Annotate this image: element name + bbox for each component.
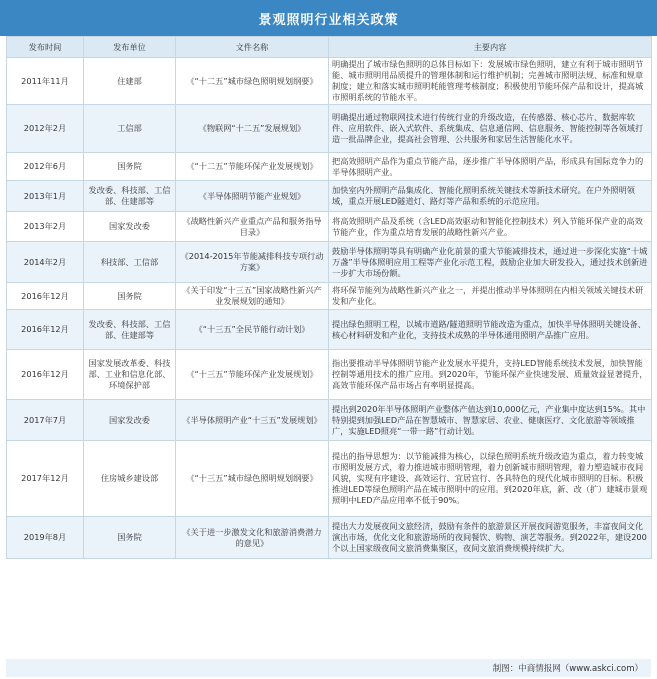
- cell-doc: 《“十三五”节能环保产业发展规划》: [176, 350, 329, 400]
- cell-date: 2017年7月: [7, 400, 84, 441]
- policy-table: [6, 36, 652, 559]
- header-unit: 发布单位: [84, 37, 176, 58]
- cell-date: 2012年2月: [7, 105, 84, 153]
- cell-date: 2014年2月: [7, 242, 84, 283]
- cell-content: 提出到2020年半导体照明产业整体产值达到10,000亿元，产业集中度达到15%。其中特别提到加强LED产品在智慧城市、智慧家居、农业、健康医疗、文化旅游等领域推广，实施LED照亮“一带一路”行动计划。: [329, 400, 652, 441]
- table-body: [7, 58, 652, 559]
- cell-doc: 《关于进一步激发文化和旅游消费潜力的意见》: [176, 517, 329, 559]
- cell-content: 把高效照明产品作为重点节能产品，逐步推广半导体照明产品，形成具有国际竞争力的半导体照明产业。: [329, 153, 652, 181]
- cell-doc: 《战略性新兴产业重点产品和服务指导目录》: [176, 212, 329, 242]
- header-date: 发布时间: [7, 37, 84, 58]
- source-footer: 制图：中商情报网（www.askci.com）: [6, 659, 651, 677]
- cell-content: 鼓励半导体照明等具有明确产业化前景的重大节能减排技术，通过进一步深化实施“十城万盏”半导体照明应用工程等产业化示范工程，鼓励企业加大研发投入，通过技术创新进一步扩大市场份额。: [329, 242, 652, 283]
- cell-doc: 《“十二五”城市绿色照明规划纲要》: [176, 58, 329, 105]
- cell-unit: 科技部、工信部: [84, 242, 176, 283]
- cell-date: 2016年12月: [7, 283, 84, 310]
- cell-content: 提出大力发展夜间文旅经济，鼓励有条件的旅游景区开展夜间游览服务，丰富夜间文化演出市场，优化文化和旅游场所的夜间餐饮、购物、演艺等服务。到2022年，建设200个以上国家级夜间文旅消费集聚区，夜间文旅消费规模持续扩大。: [329, 517, 652, 559]
- cell-unit: 工信部: [84, 105, 176, 153]
- header-row: [7, 37, 652, 58]
- cell-content: 指出要推动半导体照明节能产业发展水平提升，支持LED智能系统技术发展，加快智能控制等通用技术的推广应用。到2020年，节能环保产业快速发展、质量效益显著提升，高效节能环保产品市场占有率明显提高。: [329, 350, 652, 400]
- cell-unit: 国务院: [84, 153, 176, 181]
- cell-date: 2013年1月: [7, 181, 84, 212]
- cell-doc: 《“十三五”全民节能行动计划》: [176, 310, 329, 350]
- cell-date: 2017年12月: [7, 441, 84, 517]
- cell-content: 将高效照明产品及系统（含LED高效驱动和智能化控制技术）列入节能环保产业的高效节能产业，作为重点培育发展的战略性新兴产业。: [329, 212, 652, 242]
- table-title: 景观照明行业相关政策: [0, 0, 657, 36]
- table-row: [7, 105, 652, 153]
- cell-doc: 《“十二五”节能环保产业发展规划》: [176, 153, 329, 181]
- cell-content: 提出绿色照明工程，以城市道路/隧道照明节能改造为重点，加快半导体照明关键设备、核心材料研发和产业化，支持技术成熟的半导体通用照明产品推广应用。: [329, 310, 652, 350]
- header-content: 主要内容: [329, 37, 652, 58]
- cell-date: 2016年12月: [7, 310, 84, 350]
- cell-date: 2011年11月: [7, 58, 84, 105]
- table-row: [7, 181, 652, 212]
- cell-content: 提出的指导思想为：以节能减排为核心，以绿色照明系统升级改造为重点，着力转变城市照明发展方式，着力推进城市照明管理，着力创新城市照明管理，着力塑造城市夜间风貌，实现有序建设、高效运行、宜居宜行、各具特色的现代化城市照明的目标。积极推进LED等绿色照明产品在城市照明中的应用。到2020年底，新、改（扩）建城市景观照明中LED产品应用率不低于90%。: [329, 441, 652, 517]
- cell-unit: 住房城乡建设部: [84, 441, 176, 517]
- cell-doc: 《物联网“十二五”发展规划》: [176, 105, 329, 153]
- cell-unit: 国家发展改革委、科技部、工业和信息化部、环境保护部: [84, 350, 176, 400]
- cell-doc: 《“十三五”城市绿色照明规划纲要》: [176, 441, 329, 517]
- table-row: [7, 212, 652, 242]
- cell-doc: 《半导体照明节能产业规划》: [176, 181, 329, 212]
- table-row: [7, 517, 652, 559]
- cell-doc: 《2014-2015年节能减排科技专项行动方案》: [176, 242, 329, 283]
- table-row: [7, 400, 652, 441]
- cell-unit: 国家发改委: [84, 212, 176, 242]
- cell-date: 2013年2月: [7, 212, 84, 242]
- cell-unit: 住建部: [84, 58, 176, 105]
- header-doc: 文件名称: [176, 37, 329, 58]
- cell-content: 明确提出通过物联网技术进行传统行业的升级改造，在传感器、核心芯片、数据库软件、应用软件、嵌入式软件、系统集成、信息通信网、信息服务、智能控制等各领域打造一批品牌企业，提高社会管理、公共服务和家居生活智能化水平。: [329, 105, 652, 153]
- table-row: [7, 58, 652, 105]
- cell-unit: 发改委、科技部、工信部、住建部等: [84, 181, 176, 212]
- cell-doc: 《半导体照明产业“十三五”发展规划》: [176, 400, 329, 441]
- cell-unit: 发改委、科技部、工信部、住建部等: [84, 310, 176, 350]
- cell-content: 将环保节能列为战略性新兴产业之一，并提出推动半导体照明在内相关领域关键技术研发和产业化。: [329, 283, 652, 310]
- cell-doc: 《关于印发“十三五”国家战略性新兴产业发展规划的通知》: [176, 283, 329, 310]
- cell-date: 2016年12月: [7, 350, 84, 400]
- cell-date: 2019年8月: [7, 517, 84, 559]
- cell-date: 2012年6月: [7, 153, 84, 181]
- table-row: [7, 283, 652, 310]
- table-row: [7, 310, 652, 350]
- cell-content: 加快室内外照明产品集成化、智能化照明系统关键技术等新技术研究。在户外照明领域，重点开展LED隧道灯、路灯等产品和系统的示范应用。: [329, 181, 652, 212]
- table-row: [7, 153, 652, 181]
- cell-unit: 国务院: [84, 517, 176, 559]
- cell-content: 明确提出了城市绿色照明的总体目标如下：发展城市绿色照明，建立有利于城市照明节能、城市照明用品质提升的管理体制和运行维护机制；完善城市照明法规、标准和规章制度；建立和落实城市照明耗能管理考核制度；积极使用节能环保产品和设计，提高城市照明系统的节能水平。: [329, 58, 652, 105]
- cell-unit: 国家发改委: [84, 400, 176, 441]
- table-row: [7, 441, 652, 517]
- table-row: [7, 350, 652, 400]
- table-row: [7, 242, 652, 283]
- cell-unit: 国务院: [84, 283, 176, 310]
